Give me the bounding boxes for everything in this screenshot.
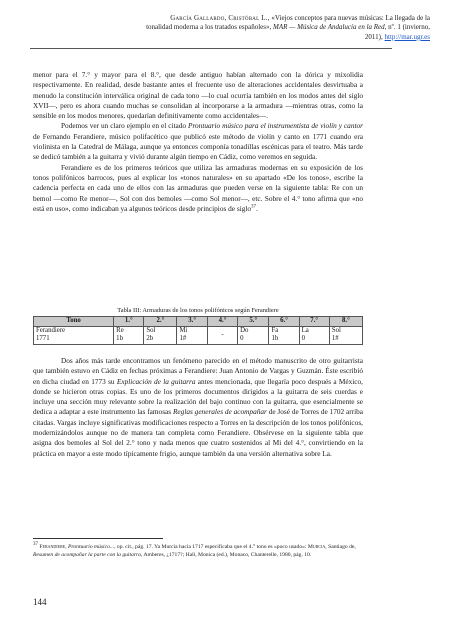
column-header-tone: 4.° [207, 317, 237, 327]
table-cell [144, 327, 177, 345]
body-text-top [33, 70, 363, 214]
header-article-title: «Viejos conceptos para nuevas músicas: La llegada de la [269, 14, 430, 22]
cell-signature: 0 [301, 335, 306, 343]
column-header-tone: 2.° [144, 317, 177, 327]
table-header-row [34, 317, 363, 327]
table-cell [177, 327, 207, 345]
cell-key: Do [240, 327, 249, 334]
column-header-tone: 5.° [238, 317, 269, 327]
paragraph-text: menor para el 7.° y mayor para el 8.°, que desde antiguo habían alternado con la dórica y mixolidia respectivamente. En realidad, desde bastante antes el frecuente uso de alteraciones accidentales desvirtuaba a menudo la constitución interválica original de cada tono —lo cual ocurría también en los modos antes del siglo XVII—, pero es ahora cuando muchas se consolidan al incorporarse a la armadura —mientras otras, como la sensible en los modos menores, quedarían definitivamente como accidentales—. [33, 70, 363, 121]
paragraph-text: antes mencionada, que llegaría poco después a México, donde se hicieron otras copias. Es uno de los primeros documentos dirigidos a la guitarra de seis cuerdas e incluye una sección muy relevante sobre la realización del bajo continuo con la guitarra, que esencialmente se dedica a adaptar a este instrumento las famosas [33, 376, 363, 417]
footnote-text: , [65, 544, 68, 550]
table-cell [269, 327, 299, 345]
footnote [33, 543, 363, 559]
running-header [64, 14, 430, 42]
page-number: 144 [33, 597, 47, 607]
cell-signature: 1b [116, 335, 123, 343]
table-caption: Tabla III: Armaduras de los tonos polifónicos según Ferandiere [117, 307, 279, 314]
paragraph-text: Podemos ver un claro ejemplo en el citado [61, 121, 188, 131]
header-issue: , nº. 1 (invierno, [384, 23, 430, 32]
cell-key: Sol [146, 327, 156, 334]
row-label [34, 327, 114, 345]
row-label-year: 1771 [36, 335, 50, 343]
header-article-title-cont: tonalidad moderna a los tratados españoles», [146, 23, 273, 32]
italic-title: Prontuario músico para el instrumentista de violín y cantor [188, 121, 363, 131]
footnote-number: 37 [33, 542, 38, 548]
cell-key: - [221, 331, 224, 339]
footnote-reference: 37 [251, 204, 257, 210]
table-cell [329, 327, 362, 345]
tones-table [33, 316, 363, 345]
footnote-work: Resumen de acompañar la parte con la guitarra [33, 552, 141, 558]
header-year: 2011), [364, 32, 385, 41]
paragraph [33, 356, 363, 459]
footnote-text: , Santiago de, [325, 544, 356, 550]
table-cell [207, 327, 237, 345]
table-cell [238, 327, 269, 345]
cell-signature: 1b [271, 335, 279, 343]
footnote-divider [33, 538, 163, 539]
cell-signature: 2b [146, 335, 154, 343]
footnote-work: Prontuario músico... [67, 544, 115, 550]
italic-title: Reglas generales de acompañar [172, 407, 267, 417]
column-header-tone: 8.° [329, 317, 362, 327]
cell-key: Mi [179, 327, 188, 334]
paragraph [33, 121, 363, 162]
italic-title: Explicación de la guitarra [116, 376, 196, 386]
paragraph [33, 163, 363, 214]
body-text-bottom [33, 356, 363, 459]
cell-key: Fa [271, 327, 279, 334]
cell-signature: 1# [179, 335, 187, 343]
paragraph-text: de Fernando Ferandiere, músico polifacético que publicó este método de violín y canto en 1771 cuando era violinista en la Catedral de Málaga, aunque ya entonces componía tonadillas escénicas para el teatro. Más tarde se dedicó también a la guitarra y vivió durante algún tiempo en Cádiz, como veremos en seguida. [33, 131, 363, 162]
footnote-text: , Amberes, ¿1717?; Hall, Monica (ed.), Monaco, Chanterelle, 1980, pág. 10. [140, 552, 312, 558]
paragraph-text: Dos años más tarde encontramos un fenómeno parecido en el método manuscrito de otro guitarrista que también estuvo en Cádiz en fechas próximas a Ferandiere: Juan Antonio de Vargas y Guzmán. Éste escribió en dicha ciudad en 1773 su [33, 356, 363, 386]
column-header-tone: 1.° [114, 317, 144, 327]
cell-key: La [301, 327, 309, 334]
header-author: García Gallardo, Cristóbal L., [170, 14, 270, 22]
footnote-text: , op. cit., pág. 17. Ya Murcia hacia 1717 especificaba que el 4.° tono es «poco usado»: [114, 544, 308, 550]
cell-signature: 1# [331, 335, 339, 343]
cell-signature: 0 [240, 335, 244, 343]
column-header-tone: 3.° [177, 317, 207, 327]
paragraph-text: de José de Torres de 1702 arriba citadas. Vargas incluye significativas modificaciones respecto a Torres en la descripción de los tonos polifónicos, modernizándolos aunque no de manera tan completa como Ferandiere. Obsérvese en la siguiente tabla que asigna dos bemoles al Sol del 2.° tono y nada menos que cuatro sostenidos al Mi del 4.°, convirtiendo en la práctica en mayor a este modo típicamente frigio, aunque también da una versión alternativa sobre La. [33, 407, 363, 458]
paragraph-text: Ferandiere es de los primeros teóricos que utiliza las armaduras modernas en su exposición de los tonos polifónicos barrocos, pues al explicar los «tonos naturales» en su apartado «De los tonos», escribe la cadencia perfecta en cada uno de ellos con las armaduras que pueden verse en la siguiente tabla: Re con un bemol —como Re menor—, Sol con dos bemoles —como Sol menor—, etc. Sobre el 4.° tono afirma que «no está en uso», como indicaban ya algunos teóricos desde principios de siglo [33, 162, 363, 213]
header-url-link[interactable]: http://mar.ugr.es [384, 32, 430, 41]
column-header-tone: 6.° [269, 317, 299, 327]
table-row [34, 327, 363, 345]
column-header-tone: 7.° [299, 317, 329, 327]
cell-key: Re [116, 327, 124, 334]
table-cell [114, 327, 144, 345]
paragraph [33, 70, 363, 121]
cell-key: Sol [331, 327, 341, 334]
footnote-author: Ferandiere [39, 544, 66, 550]
header-journal: MAR — Música de Andalucía en la Red [273, 23, 385, 32]
table-cell [299, 327, 329, 345]
column-header-tono: Tono [34, 317, 114, 327]
footnote-author: Murcia [307, 544, 326, 550]
row-label-name: Ferandiere [36, 327, 66, 334]
paragraph-text: . [256, 203, 258, 213]
header-divider [30, 48, 392, 49]
